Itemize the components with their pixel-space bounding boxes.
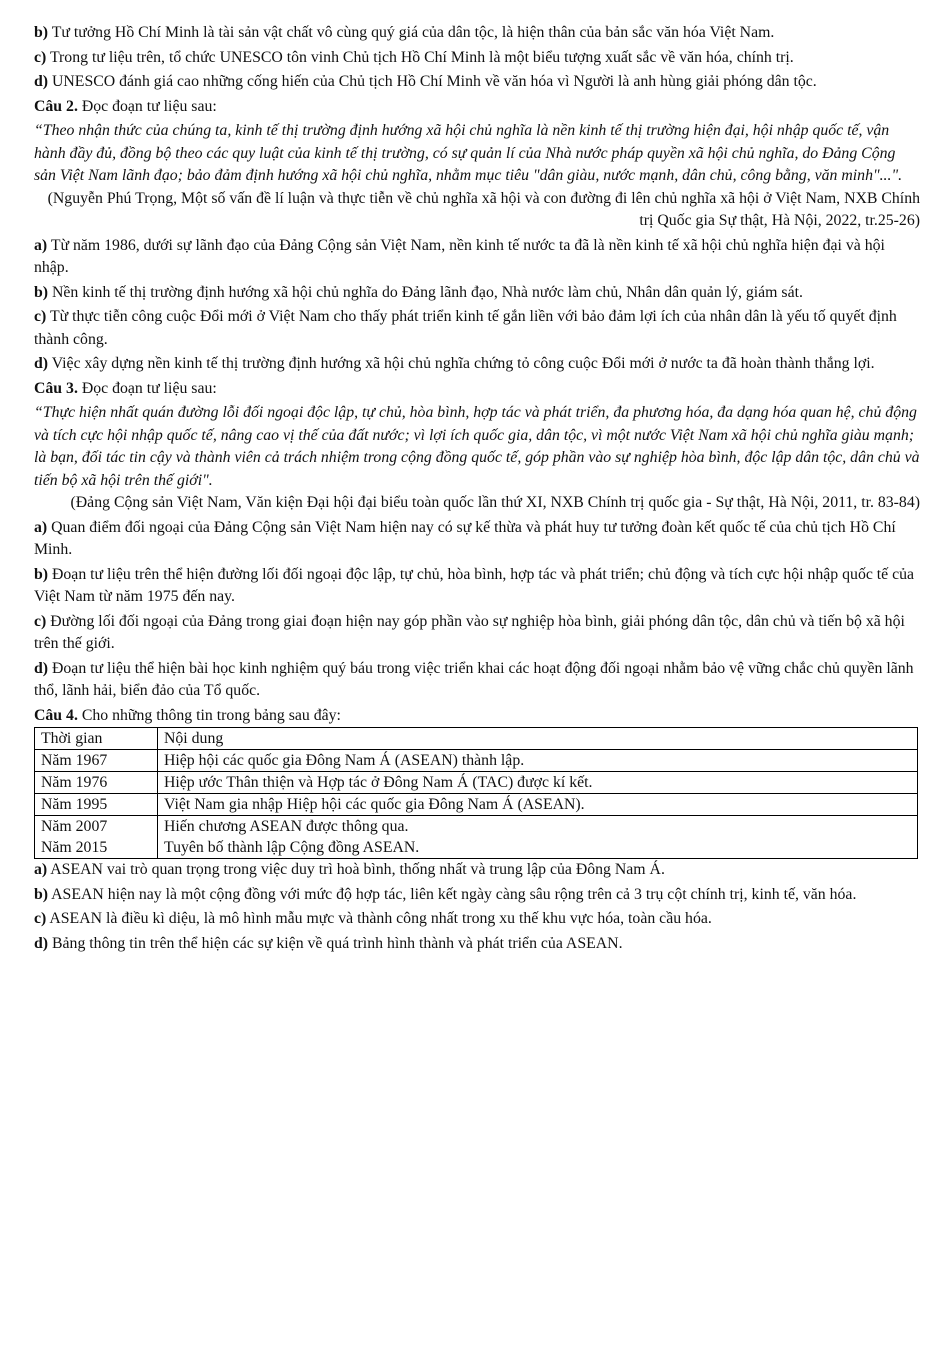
table-header-cell: Thời gian xyxy=(35,728,158,750)
question-2-heading: Câu 2. Đọc đoạn tư liệu sau: xyxy=(34,97,217,115)
table-cell: Hiệp hội các quốc gia Đông Nam Á (ASEAN) thành lập. xyxy=(158,750,918,772)
question-3-option-d: d) Đoạn tư liệu thể hiện bài học kinh nghiệm quý báu trong việc triển khai các hoạt động đối ngoại nhằm bảo vệ vững chắc chủ quyền lãnh thổ, lãnh hải, biển đảo của Tổ quốc. xyxy=(34,659,914,699)
intro-option-d: d) UNESCO đánh giá cao những cống hiến của Chủ tịch Hồ Chí Minh về văn hóa vì Người là anh hùng giải phóng dân tộc. xyxy=(34,73,817,90)
table-header-row xyxy=(35,728,918,750)
question-3-heading: Câu 3. Đọc đoạn tư liệu sau: xyxy=(34,379,217,397)
question-3-source: (Đảng Cộng sản Việt Nam, Văn kiện Đại hội đại biểu toàn quốc lần thứ XI, NXB Chính trị quốc gia - Sự thật, Hà Nội, 2011, tr. 83-84) xyxy=(70,494,920,511)
question-2-source: (Nguyễn Phú Trọng, Một số vấn đề lí luận và thực tiễn về chủ nghĩa xã hội và con đường đi lên chủ nghĩa xã hội ở Việt Nam, NXB Chính trị Quốc gia Sự thật, Hà Nội, 2022, tr.25-26) xyxy=(47,189,920,229)
table-cell: Hiến chương ASEAN được thông qua. Tuyên bố thành lập Cộng đồng ASEAN. xyxy=(158,816,918,859)
intro-option-b: b) Tư tưởng Hồ Chí Minh là tài sản vật chất vô cùng quý giá của dân tộc, là hiện thân của bản sắc văn hóa Việt Nam. xyxy=(34,24,775,41)
question-3-option-a: a) Quan điểm đối ngoại của Đảng Cộng sản Việt Nam hiện nay có sự kế thừa và phát huy tư tưởng đoàn kết quốc tế của chủ tịch Hồ Chí Minh. xyxy=(34,518,896,558)
asean-timeline-table xyxy=(34,727,918,859)
question-4-option-c: c) ASEAN là điều kì diệu, là mô hình mẫu mực và thành công nhất trong xu thế khu vực hóa, toàn cầu hóa. xyxy=(34,910,712,927)
question-4-option-a: a) ASEAN vai trò quan trọng trong việc duy trì hoà bình, thống nhất và trung lập của Đông Nam Á. xyxy=(34,861,665,878)
question-4-heading: Câu 4. Cho những thông tin trong bảng sau đây: xyxy=(34,706,341,724)
table-cell: Năm 1995 xyxy=(35,794,158,816)
table-row xyxy=(35,816,918,859)
intro-option-c: c) Trong tư liệu trên, tổ chức UNESCO tôn vinh Chủ tịch Hồ Chí Minh là một biểu tượng xuất sắc về văn hóa, chính trị. xyxy=(34,48,794,66)
question-3-quote: “Thực hiện nhất quán đường lỗi đối ngoại độc lập, tự chủ, hòa bình, hợp tác và phát triển, đa phương hóa, đa dạng hóa quan hệ, chủ động và tích cực hội nhập quốc tế, nâng cao vị thế của đất nước; vì lợi ích quốc gia, dân tộc, vì một nước Việt Nam xã hội chủ nghĩa giàu mạnh; là bạn, đối tác tin cậy và thành viên cả trách nhiệm trong cộng đồng quốc tế, góp phần vào sự nghiệp hòa bình, độc lập dân tộc, dân chủ và tiến bộ xã hội trên thế giới". xyxy=(34,404,920,489)
table-row xyxy=(35,794,918,816)
table-row xyxy=(35,750,918,772)
question-4-option-d: d) Bảng thông tin trên thể hiện các sự kiện về quá trình hình thành và phát triển của ASEAN. xyxy=(34,934,623,952)
table-row xyxy=(35,772,918,794)
question-3-option-c: c) Đường lối đối ngoại của Đảng trong giai đoạn hiện nay góp phần vào sự nghiệp hòa bình, giải phóng dân tộc, dân chủ và tiến bộ xã hội trên thế giới. xyxy=(34,612,905,652)
table-cell: Hiệp ước Thân thiện và Hợp tác ở Đông Nam Á (TAC) được kí kết. xyxy=(158,772,918,794)
question-3-option-b: b) Đoạn tư liệu trên thể hiện đường lối đối ngoại độc lập, tự chủ, hòa bình, hợp tác và phát triển; chủ động và tích cực hội nhập quốc tế của Việt Nam từ năm 1975 đến nay. xyxy=(34,565,915,605)
table-cell: Năm 1976 xyxy=(35,772,158,794)
table-cell: Năm 2007 Năm 2015 xyxy=(35,816,158,859)
question-2-quote: “Theo nhận thức của chúng ta, kinh tế thị trường định hướng xã hội chủ nghĩa là nền kinh tế thị trường hiện đại, hội nhập quốc tế, vận hành đầy đủ, đồng bộ theo các quy luật của kinh tế thị trường, có sự quản lí của Nhà nước pháp quyền xã hội chủ nghĩa, do Đảng Cộng sản Việt Nam lãnh đạo; bảo đảm định hướng xã hội chủ nghĩa, nhằm mục tiêu "dân giàu, nước mạnh, dân chủ, công bằng, văn minh"...". xyxy=(34,122,903,184)
table-header-cell: Nội dung xyxy=(158,728,918,750)
table-cell: Việt Nam gia nhập Hiệp hội các quốc gia Đông Nam Á (ASEAN). xyxy=(158,794,918,816)
document-page xyxy=(34,22,920,957)
question-4-option-b: b) ASEAN hiện nay là một cộng đồng với mức độ hợp tác, liên kết ngày càng sâu rộng trên cả 3 trụ cột chính trị, kinh tế, văn hóa. xyxy=(34,885,857,903)
question-2-option-a: a) Từ năm 1986, dưới sự lãnh đạo của Đảng Cộng sản Việt Nam, nền kinh tế nước ta đã là nền kinh tế xã hội chủ nghĩa hiện đại và hội nhập. xyxy=(34,236,885,276)
question-2-option-d: d) Việc xây dựng nền kinh tế thị trường định hướng xã hội chủ nghĩa chứng tỏ công cuộc Đổi mới ở nước ta đã hoàn thành thắng lợi. xyxy=(34,355,875,372)
table-cell: Năm 1967 xyxy=(35,750,158,772)
question-2-option-c: c) Từ thực tiễn công cuộc Đổi mới ở Việt Nam cho thấy phát triển kinh tế gắn liền với bảo đảm lợi ích của nhân dân là yếu tố quyết định thành công. xyxy=(34,308,897,348)
question-2-option-b: b) Nền kinh tế thị trường định hướng xã hội chủ nghĩa do Đảng lãnh đạo, Nhà nước làm chủ, Nhân dân quản lý, giám sát. xyxy=(34,283,803,301)
